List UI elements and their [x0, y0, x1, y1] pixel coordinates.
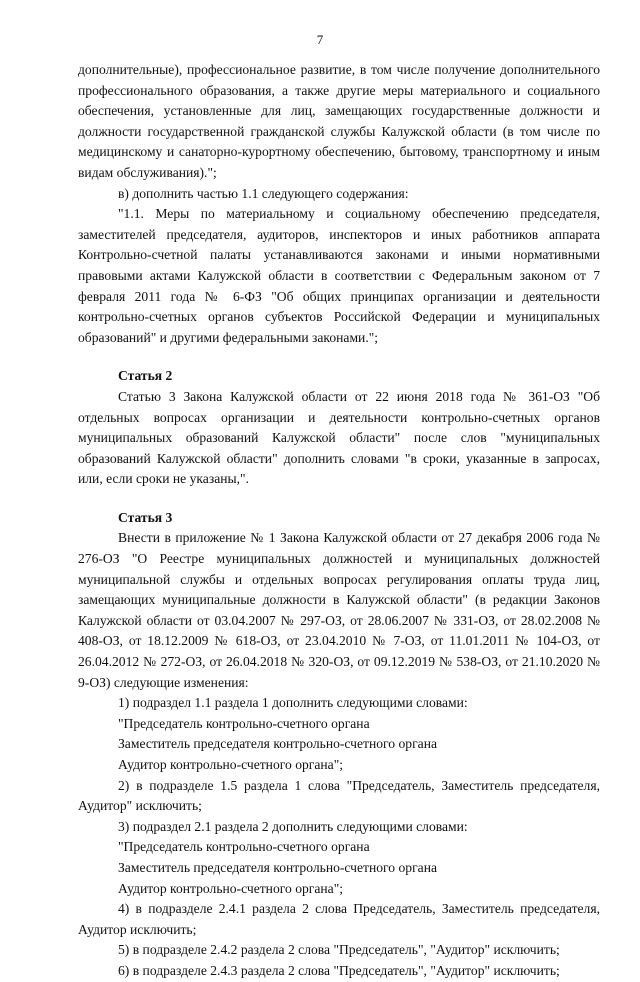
list-item: "Председатель контрольно-счетного органа — [118, 839, 370, 855]
list-item: 6) в подразделе 2.4.3 раздела 2 слова "Председатель", "Аудитор" исключить; — [118, 962, 560, 978]
list-item: Аудитор контрольно-счетного органа"; — [118, 880, 344, 896]
list-item: 2) в подразделе 1.5 раздела 1 слова "Председатель, Заместитель председателя, Аудитор" исключить; — [78, 777, 600, 814]
list-item: Заместитель председателя контрольно-счетного органа — [118, 859, 438, 875]
page-number: 7 — [316, 32, 324, 47]
list-item: 5) в подразделе 2.4.2 раздела 2 слова "Председатель", "Аудитор" исключить; — [118, 942, 560, 958]
article-2-text: Статью 3 Закона Калужской области от 22 июня 2018 года № 361-ОЗ "Об отдельных вопросах организации и деятельности контрольно-счетных органов муниципальных образований Калужской области" после слов "муниципальных образований Калужской области" дополнить словами "в сроки, указанные в запросах, или, если сроки не указаны,". — [78, 388, 600, 487]
list-item: "Председатель контрольно-счетного органа — [118, 715, 370, 731]
document-body — [78, 60, 600, 982]
article-3-intro: Внести в приложение № 1 Закона Калужской области от 27 декабря 2006 года № 276-ОЗ "О Реестре муниципальных должностей и муниципальных должностей муниципальной службы и отдельных вопросах регулирования оплаты труда лиц, замещающих муниципальные должности в Калужской области" (в редакции Законов Калужской области от 03.04.2007 № 297-ОЗ, от 28.06.2007 № 331-ОЗ, от 28.02.2008 № 408-ОЗ, от 18.12.2009 № 618-ОЗ, от 23.04.2010 № 7-ОЗ, от 11.01.2011 № 104-ОЗ, от 26.04.2012 № 272-ОЗ, от 26.04.2018 № 320-ОЗ, от 09.12.2019 № 538-ОЗ, от 21.10.2020 № 9-ОЗ) следующие изменения: — [78, 530, 600, 690]
paragraph-subitem-v: в) дополнить частью 1.1 следующего содержания: — [118, 185, 409, 201]
article-3-heading: Статья 3 — [118, 509, 173, 525]
paragraph-continuation: дополнительные), профессиональное развитие, в том числе получение дополнительного профессионального образования, а также другие меры материального и социального обеспечения, установленные для лиц, замещающих государственные должности и должности государственной гражданской службы Калужской области (в том числе по медицинскому и санаторно-курортному обеспечению, бытовому, транспортному и иным видам обслуживания)."; — [78, 62, 600, 180]
list-item: 1) подраздел 1.1 раздела 1 дополнить следующими словами: — [118, 695, 468, 711]
list-item: Заместитель председателя контрольно-счетного органа — [118, 736, 438, 752]
list-item: 4) в подразделе 2.4.1 раздела 2 слова Председатель, Заместитель председателя, Аудитор исключить; — [78, 901, 600, 937]
list-item: Аудитор контрольно-счетного органа"; — [118, 757, 344, 772]
list-item: 3) подраздел 2.1 раздела 2 дополнить следующими словами: — [118, 818, 468, 834]
paragraph-part-1-1: "1.1. Меры по материальному и социальному обеспечению председателя, заместителей председателя, аудиторов, инспекторов и иных работников аппарата Контрольно-счетной палаты устанавливаются законами и иными нормативными правовыми актами Калужской области в соответствии с Федеральным законом от 7 февраля 2011 года № 6-ФЗ "Об общих принципах организации и деятельности контрольно-счетных органов субъектов Российской Федерации и муниципальных образований" и другими федеральными законами."; — [78, 206, 600, 345]
article-2-heading: Статья 2 — [118, 368, 173, 384]
